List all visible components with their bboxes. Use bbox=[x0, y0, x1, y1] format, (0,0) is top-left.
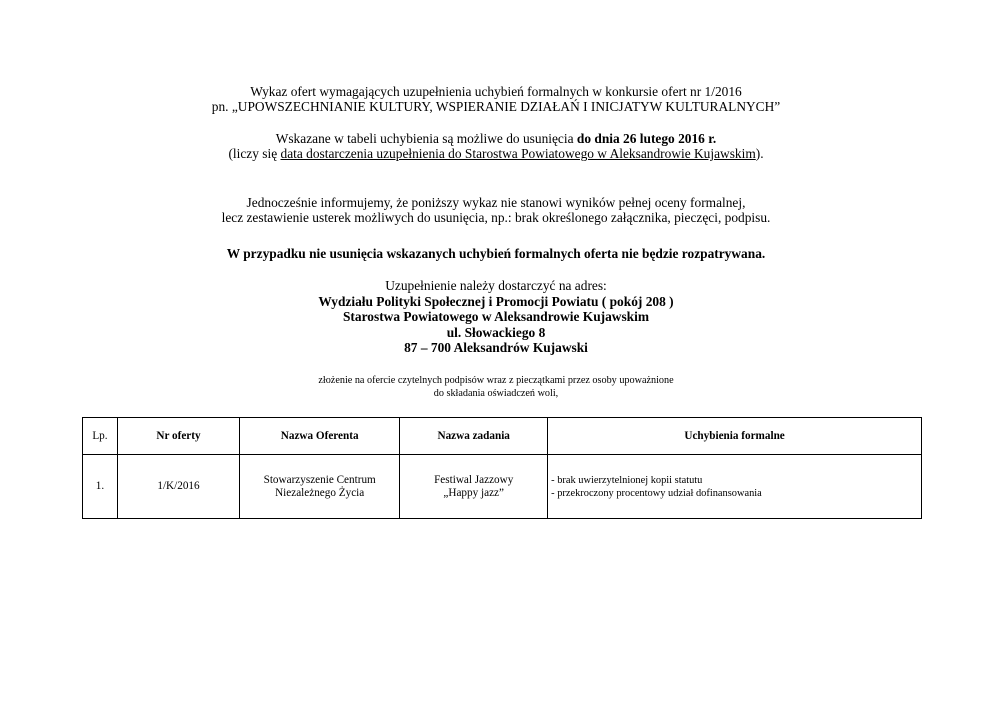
signature-note-line-1: złożenie na ofercie czytelnych podpisów wraz z pieczątkami przez osoby upoważnione bbox=[318, 375, 674, 386]
deadline-text: Wskazane w tabeli uchybienia są możliwe do usunięcia bbox=[275, 131, 577, 146]
cell-lp: 1. bbox=[83, 455, 118, 519]
deadline-note-prefix: (liczy się bbox=[228, 146, 281, 161]
oferent-line-1: Stowarzyszenie Centrum bbox=[263, 473, 376, 486]
deadline-notice bbox=[0, 131, 992, 161]
delivery-address bbox=[0, 278, 992, 356]
table-row bbox=[83, 455, 922, 519]
header-uchybienia: Uchybienia formalne bbox=[548, 418, 922, 455]
header-nr-oferty: Nr oferty bbox=[117, 418, 239, 455]
deadline-date: do dnia 26 lutego 2016 r. bbox=[576, 131, 717, 146]
uchybienie-item: - brak uwierzytelnionej kopii statutu bbox=[551, 474, 703, 486]
cell-nazwa-oferenta bbox=[240, 455, 400, 519]
header-lp: Lp. bbox=[83, 418, 118, 455]
table-header-row bbox=[83, 418, 922, 455]
header-nazwa-oferenta: Nazwa Oferenta bbox=[240, 418, 400, 455]
warning-text: W przypadku nie usunięcia wskazanych uchybień formalnych oferta nie będzie rozpatrywana. bbox=[226, 246, 766, 261]
info-line-2: lecz zestawienie usterek możliwych do usunięcia, np.: brak określonego załącznika, pieczęci, podpisu. bbox=[221, 210, 771, 225]
cell-uchybienia bbox=[548, 455, 922, 519]
info-line-1: Jednocześnie informujemy, że poniższy wykaz nie stanowi wyników pełnej oceny formalnej, bbox=[246, 195, 746, 210]
cell-nazwa-zadania bbox=[400, 455, 548, 519]
deadline-line-2 bbox=[0, 146, 992, 161]
deadline-note-underlined: data dostarczenia uzupełnienia do Starostwa Powiatowego w Aleksandrowie Kujawskim bbox=[280, 146, 756, 161]
document-title bbox=[0, 84, 992, 114]
info-paragraph bbox=[0, 195, 992, 225]
header-nazwa-zadania: Nazwa zadania bbox=[400, 418, 548, 455]
oferent-line-2: Niezależnego Życia bbox=[275, 486, 365, 499]
address-line: ul. Słowackiego 8 bbox=[446, 324, 546, 340]
address-line: 87 – 700 Aleksandrów Kujawski bbox=[404, 340, 588, 356]
uchybienie-item: - przekroczony procentowy udział dofinansowania bbox=[551, 487, 762, 499]
address-line: Wydziału Polityki Społecznej i Promocji Powiatu ( pokój 208 ) bbox=[318, 293, 674, 309]
deadline-note-suffix: ). bbox=[755, 146, 764, 161]
zadanie-line-2: „Happy jazz” bbox=[443, 486, 504, 499]
address-line: Starostwa Powiatowego w Aleksandrowie Kujawskim bbox=[342, 309, 649, 325]
title-line-2: pn. „UPOWSZECHNIANIE KULTURY, WSPIERANIE DZIAŁAŃ I INICJATYW KULTURALNYCH” bbox=[211, 99, 781, 114]
zadanie-line-1: Festiwal Jazzowy bbox=[434, 473, 514, 486]
signature-note-line-2: do składania oświadczeń woli, bbox=[433, 387, 559, 399]
title-line-1: Wykaz ofert wymagających uzupełnienia uchybień formalnych w konkursie ofert nr 1/2016 bbox=[250, 84, 742, 99]
cell-nr-oferty: 1/K/2016 bbox=[117, 455, 239, 519]
deadline-line-1 bbox=[0, 131, 992, 146]
signature-note bbox=[0, 375, 992, 400]
offers-table bbox=[82, 417, 922, 519]
address-intro: Uzupełnienie należy dostarczyć na adres: bbox=[385, 278, 607, 293]
